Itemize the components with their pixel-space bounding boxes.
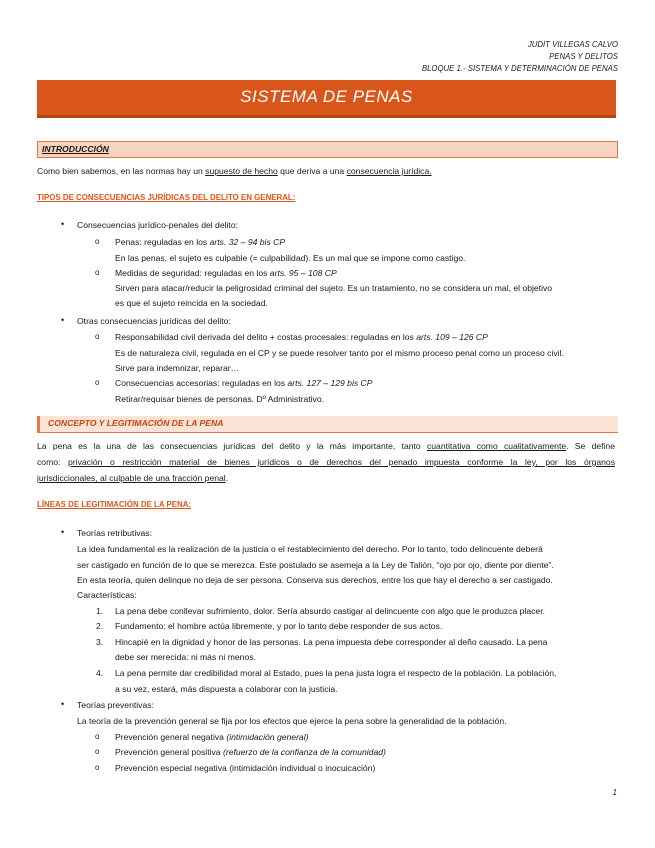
retrib-desc-1: La idea fundamental es la realización de la justicia o el restablecimiento del derecho. Por lo tanto, todo delincuente deberá xyxy=(77,544,543,554)
header-author: JUDIT VILLEGAS CALVO xyxy=(527,40,618,49)
intro-text-consecuencia: consecuencia jurídica. xyxy=(346,166,432,176)
intro-text-a: Como bien sabemos, en las normas hay un xyxy=(37,166,206,176)
section-concepto-heading: CONCEPTO Y LEGITIMACIÓN DE LA PENA xyxy=(48,418,224,428)
circle-bullet-icon: o xyxy=(95,732,100,741)
tipos-bullet-penales: Consecuencias jurídico-penales del delito: xyxy=(77,220,238,230)
concepto-l1-b: cuantitativa como cualitativamente xyxy=(426,441,567,451)
caract-item-1: La pena debe conllevar sufrimiento, dolor. Sería absurdo castigar al delincuente con algo que le produzca placer. xyxy=(115,606,545,616)
teorias-retributivas: Teorías retributivas: xyxy=(77,528,152,538)
bullet-icon: • xyxy=(61,219,65,229)
penas-arts: arts. 32 – 94 bis CP xyxy=(209,237,286,247)
medidas-desc-1: Sirven para atacar/reducir la peligrosidad criminal del sujeto. Es un tratamiento, no se considera un mal, el objetivo xyxy=(115,283,553,293)
tipos-bullet-otras: Otras consecuencias jurídicas del delito: xyxy=(77,316,231,326)
header-block: BLOQUE 1.- SISTEMA Y DETERMINACIÓN DE PENAS xyxy=(421,64,618,73)
list-number: 4. xyxy=(96,668,104,678)
retrib-desc-3: En esta teoría, quien delinque no deja de ser persona. Conserva sus derechos, entre los que hay el derecho a ser castigado. xyxy=(77,575,553,585)
intro-text-c: que deriva a una xyxy=(277,166,347,176)
section-concepto xyxy=(37,416,618,433)
circle-bullet-icon: o xyxy=(95,763,100,772)
section-introduccion xyxy=(37,141,618,158)
teorias-preventivas: Teorías preventivas: xyxy=(77,700,154,710)
caracteristicas-label: Características: xyxy=(77,590,137,600)
bullet-icon: • xyxy=(61,315,65,325)
pe-neg-label: Prevención especial negativa xyxy=(115,763,230,773)
pe-neg-note: (intimidación individual o inocuicación) xyxy=(229,763,376,773)
prev-general-positiva xyxy=(115,747,386,757)
circle-bullet-icon: o xyxy=(95,378,100,387)
caract-item-3-cont: debe ser merecida: ni más ni menos. xyxy=(115,652,256,662)
resp-line xyxy=(115,332,488,342)
list-number: 1. xyxy=(96,606,104,616)
pg-pos-note: (refuerzo de la confianza de la comunidad) xyxy=(222,747,386,757)
medidas-label: Medidas de seguridad: reguladas en los xyxy=(115,268,270,278)
prev-desc: La teoría de la prevención general se fija por los efectos que ejerce la pena sobre la generalidad de la población. xyxy=(77,716,507,726)
medidas-line xyxy=(115,268,337,278)
list-number: 2. xyxy=(96,621,104,631)
medidas-arts: arts. 95 – 108 CP xyxy=(269,268,337,278)
intro-text-supuesto: supuesto de hecho xyxy=(205,166,278,176)
prev-especial-negativa xyxy=(115,763,375,773)
concepto-line-2 xyxy=(37,457,615,467)
list-number: 3. xyxy=(96,637,104,647)
concepto-l1-a: La pena es la una de las consecuencias jurídicas del delito y la más importante, tanto xyxy=(37,441,427,451)
pg-pos-label: Prevención general positiva xyxy=(115,747,223,757)
concepto-line-3 xyxy=(37,473,228,483)
concepto-l2-b: privación o restricción material de bienes jurídicos o de derechos del penado impuesta conforme la ley, por los órganos xyxy=(68,457,616,467)
acc-arts: arts. 127 – 129 bis CP xyxy=(287,378,373,388)
page-title: SISTEMA DE PENAS xyxy=(240,87,413,106)
circle-bullet-icon: o xyxy=(95,332,100,341)
pg-neg-note: (intimidación general) xyxy=(226,732,309,742)
caract-item-4: La pena permite dar credibilidad moral al Estado, pues la pena justa logra el respecto de la población. La población, xyxy=(115,668,557,678)
section-introduccion-heading: INTRODUCCIÓN xyxy=(42,144,109,154)
circle-bullet-icon: o xyxy=(95,747,100,756)
concepto-l3-a: jurisdiccionales, al culpable de una fracción penal xyxy=(37,473,226,483)
penas-label: Penas: reguladas en los xyxy=(115,237,210,247)
lineas-heading: LÍNEAS DE LEGITIMACIÓN DE LA PENA: xyxy=(37,500,192,509)
concepto-l1-c: . Se define xyxy=(566,441,615,451)
bullet-icon: • xyxy=(61,699,65,709)
circle-bullet-icon: o xyxy=(95,237,100,246)
concepto-line-1 xyxy=(37,441,615,451)
medidas-desc-2: es que el sujeto reincida en la sociedad. xyxy=(115,298,268,308)
intro-paragraph xyxy=(37,166,432,176)
concepto-l3-b: . xyxy=(225,473,229,483)
acc-label: Consecuencias accesorias: reguladas en los xyxy=(115,378,288,388)
prev-general-negativa xyxy=(115,732,309,742)
resp-arts: arts. 109 – 126 CP xyxy=(416,332,488,342)
caract-item-4-cont: a su vez, estará, más dispuesta a colaborar con la justicia. xyxy=(115,684,338,694)
title-banner xyxy=(37,80,616,118)
bullet-icon: • xyxy=(61,527,65,537)
concepto-l2-a: como: xyxy=(37,457,69,467)
tipos-heading: TIPOS DE CONSECUENCIAS JURÍDICAS DEL DELITO EN GENERAL: xyxy=(37,193,296,202)
pg-neg-label: Prevención general negativa xyxy=(115,732,227,742)
acc-desc: Retirar/requisar bienes de personas. Dº Administrativo. xyxy=(115,394,325,404)
caract-item-2: Fundamento: el hombre actúa libremente, y por lo tanto debe responder de sus actos. xyxy=(115,621,443,631)
page-number: 1 xyxy=(612,788,617,797)
penas-line xyxy=(115,237,285,247)
penas-desc: En las penas, el sujeto es culpable (= culpabilidad). Es un mal que se impone como castigo. xyxy=(115,253,466,263)
resp-desc-2: Sirve para indemnizar, reparar… xyxy=(115,363,240,373)
retrib-desc-2: ser castigado en función de lo que se merezca. Este postulado se asemeja a la Ley de Talión, “ojo por ojo, diente por diente”. xyxy=(77,560,554,570)
caract-item-3: Hincapié en la dignidad y honor de las personas. La pena impuesta debe corresponder al deño causado. La pena xyxy=(115,637,548,647)
header-course: PENAS Y DELITOS xyxy=(549,52,618,61)
circle-bullet-icon: o xyxy=(95,268,100,277)
resp-desc-1: Es de naturaleza civil, regulada en el CP y se puede resolver tanto por el mismo proceso penal como un proceso civil. xyxy=(115,348,564,358)
resp-label: Responsabilidad civil derivada del delito + costas procesales: reguladas en los xyxy=(115,332,417,342)
acc-line xyxy=(115,378,372,388)
